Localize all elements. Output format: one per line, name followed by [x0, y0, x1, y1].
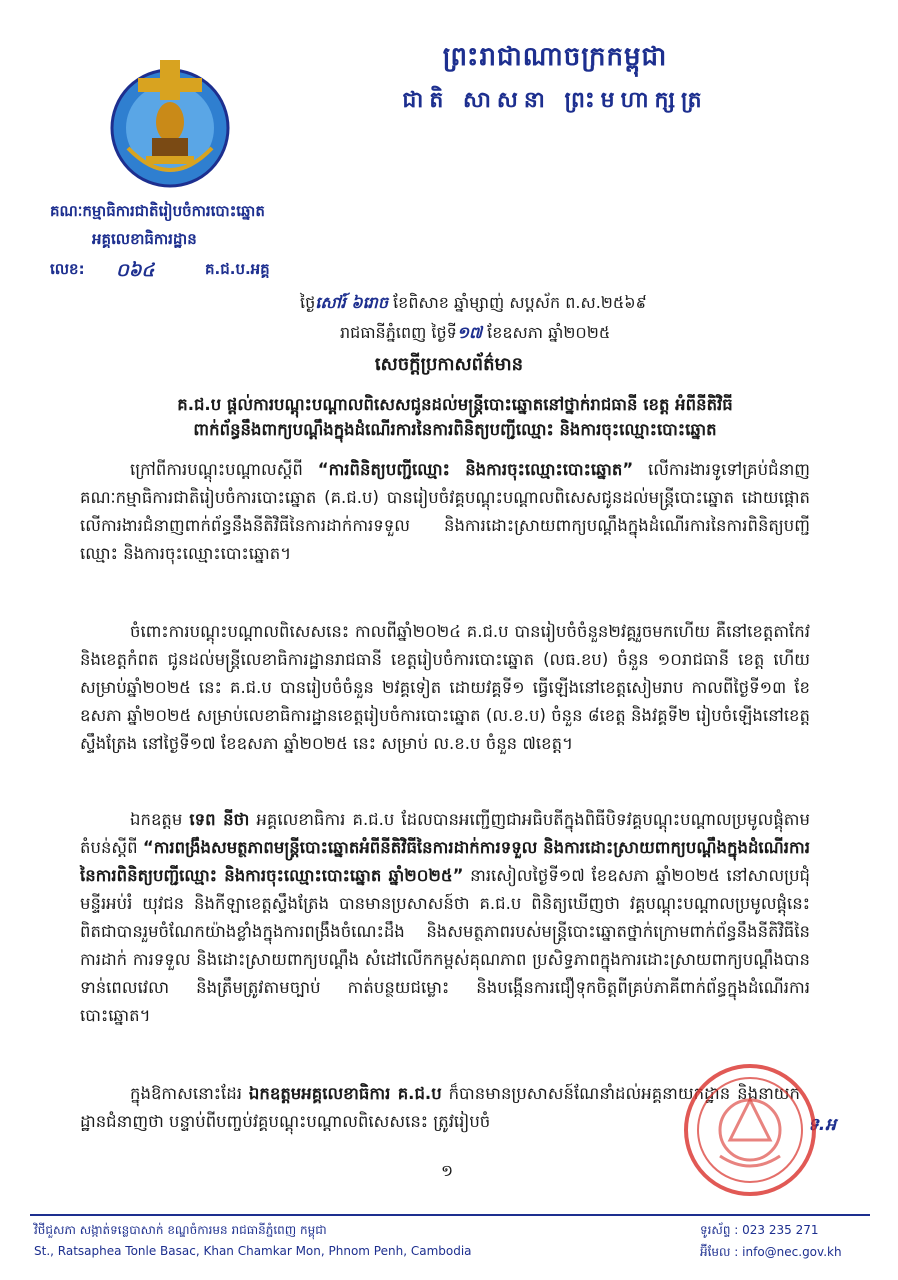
paragraph-4: ក្នុងឱកាសនោះដែរ ឯកឧត្តមអគ្គលេខាធិការ គ.ជ.ប ក៏បានមានប្រសាសន៍ណែនាំដល់អគ្គនាយកដ្ឋាន និងនាយកដ្ឋានជំនាញថា បន្ទាប់ពីបញ្ចប់វគ្គបណ្តុះបណ្តាលពិសេសនេះ ត្រូវរៀបចំ [80, 1084, 800, 1131]
national-motto: ជាតិ សាសនា ព្រះមហាក្សត្រ [402, 88, 708, 113]
footer-address-kh: វិថីជួសភា សង្កាត់ទន្លេបាសាក់ ខណ្ឌចំការមន រាជធានីភ្នំពេញ កម្ពុជា [34, 1223, 327, 1237]
page-number: ១ [441, 1161, 454, 1180]
footer-address-en: St., Ratsaphea Tonle Basac, Khan Chamkar Mon, Phnom Penh, Cambodia [34, 1244, 472, 1258]
phone-label: ទូរស័ព្ទ : [700, 1223, 739, 1237]
handwritten-day: សៅរ៍ ៦រោច [315, 293, 388, 312]
handwritten-date: ១៧ [456, 323, 483, 342]
paragraph-2: ចំពោះការបណ្តុះបណ្តាលពិសេសនេះ កាលពីឆ្នាំ២០២៤ គ.ជ.ប បានរៀបចំចំនួន២វគ្គរួចមកហើយ គឺនៅខេត្តតាកែវ និងខេត្តកំពត ជូនដល់មន្ត្រីលេខាធិការដ្ឋានរាជធានី ខេត្តរៀបចំការបោះឆ្នោត (លធ.ខប) ចំនួន ១០រាជធានី ខេត្ត ហើយសម្រាប់ឆ្នាំ២០២៥ នេះ គ.ជ.ប បានរៀបចំចំនួន ២វគ្គទៀត ដោយវគ្គទី១ ធ្វើឡើងនៅខេត្តសៀមរាប កាលពីថ្ងៃទី១៣ ខែឧសភា ឆ្នាំ២០២៥ សម្រាប់លេខាធិការដ្ឋានខេត្តរៀបចំការបោះឆ្នោត (ល.ខ.ប) ចំនួន ៨ខេត្ត និងវគ្គទី២ រៀបចំឡើងនៅខេត្តស្ទឹងត្រែង នៅថ្ងៃទី១៧ ខែឧសភា ឆ្នាំ២០២៥ នេះ សម្រាប់ ល.ខ.ប ចំនួន ៧ខេត្ត។ [80, 622, 810, 753]
press-release-subtitle [60, 392, 850, 442]
footer-divider [30, 1214, 870, 1216]
press-release-title: សេចក្តីប្រកាសព័ត៌មាន [374, 354, 524, 375]
phone-number: 023 235 271 [742, 1223, 819, 1237]
reference-suffix: គ.ជ.ប.អគ្គ [205, 260, 270, 278]
subtitle-line-2: ពាក់ព័ន្ធនឹងពាក្យបណ្តឹងក្នុងដំណើរការនៃការពិនិត្យបញ្ជីឈ្មោះ និងការចុះឈ្មោះបោះឆ្នោត [193, 420, 717, 439]
footer-phone [700, 1222, 819, 1240]
subtitle-line-1: គ.ជ.ប ផ្តល់ការបណ្តុះបណ្តាលពិសេសជូនដល់មន្ត្រីបោះឆ្នោតនៅថ្នាក់រាជធានី ខេត្ត អំពីនីតិវិធី [177, 395, 733, 414]
org-name: គណៈកម្មាធិការជាតិរៀបចំការបោះឆ្នោត [50, 202, 265, 220]
official-seal [680, 1060, 820, 1200]
footer-email [700, 1244, 842, 1262]
org-department: អគ្គលេខាធិការដ្ឋាន [92, 230, 197, 248]
kingdom-title: ព្រះរាជាណាចក្រកម្ពុជា [442, 42, 668, 72]
reference-number: ០៦៤ [116, 260, 155, 281]
email-address[interactable]: info@nec.gov.kh [742, 1245, 842, 1259]
paragraph-3: ឯកឧត្តម ទេព នីថា អគ្គលេខាធិការ គ.ជ.ប ដែលបានអញ្ជើញជាអធិបតីក្នុងពិធីបិទវគ្គបណ្តុះបណ្តាលប្រមូលផ្តុំតាមតំបន់ស្តីពី “ការពង្រឹងសមត្ថភាពមន្ត្រីបោះឆ្នោតអំពីនីតិវិធីនៃការដាក់ការទទួល និងការដោះស្រាយពាក្យបណ្តឹងក្នុងដំណើរការនៃការពិនិត្យបញ្ជីឈ្មោះ និងការចុះឈ្មោះបោះឆ្នោត ឆ្នាំ២០២៥” នារសៀលថ្ងៃទី១៧ ខែឧសភា ឆ្នាំ២០២៥ នៅសាលប្រជុំមន្ទីរអប់រំ យុវជន និងកីឡាខេត្តស្ទឹងត្រែង បានមានប្រសាសន៍ថា គ.ជ.ប ពិនិត្យឃើញថា វគ្គបណ្តុះបណ្តាលប្រមូលផ្តុំនេះពិតជាបានរួមចំណែកយ៉ាងខ្លាំងក្នុងការពង្រឹងចំណេះដឹង និងសមត្ថភាពរបស់មន្ត្រីបោះឆ្នោតថ្នាក់ក្រោមពាក់ព័ន្ធនឹងនីតិវិធីនៃការដាក់ ការទទួល និងដោះស្រាយពាក្យបណ្តឹង សំដៅលើកកម្ពស់គុណភាព ប្រសិទ្ធភាពក្នុងការដោះស្រាយពាក្យបណ្តឹងបានទាន់ពេលវេលា និងត្រឹមត្រូវតាមច្បាប់ កាត់បន្ថយជម្លោះ និងបង្កើនការជឿទុកចិត្តពីគ្រប់ភាគីពាក់ព័ន្ធក្នុងដំណើរការបោះឆ្នោត។ [80, 810, 811, 1025]
paragraph-1: ក្រៅពីការបណ្តុះបណ្តាលស្តីពី “ការពិនិត្យបញ្ជីឈ្មោះ និងការចុះឈ្មោះបោះឆ្នោត” លើការងារទូទៅគ្រប់ជំនាញ គណៈកម្មាធិការជាតិរៀបចំការបោះឆ្នោត (គ.ជ.ប) បានរៀបចំវគ្គបណ្តុះបណ្តាលពិសេសជូនដល់មន្ត្រីបោះឆ្នោត ដោយផ្តោតលើការងារជំនាញពាក់ព័ន្ធនឹងនីតិវិធីនៃការដាក់ការទទួល និងការដោះស្រាយពាក្យបណ្តឹងក្នុងដំណើរការនៃការពិនិត្យបញ្ជីឈ្មោះ និងការចុះឈ្មោះបោះឆ្នោត។ [80, 460, 811, 563]
nec-logo [108, 52, 232, 198]
reference-label: លេខ: [50, 260, 85, 278]
email-label: អ៊ីមែល : [700, 1245, 739, 1259]
solar-date: រាជធានីភ្នំពេញ ថ្ងៃទី១៧ ខែឧសភា ឆ្នាំ២០២៥ [340, 323, 611, 342]
handwritten-initials: ទ.អ [808, 1115, 837, 1135]
lunar-date: ថ្ងៃសៅរ៍ ៦រោច ខែពិសាខ ឆ្នាំម្សាញ់ សប្តស័ក ព.ស.២៥៦៩ [300, 293, 647, 312]
